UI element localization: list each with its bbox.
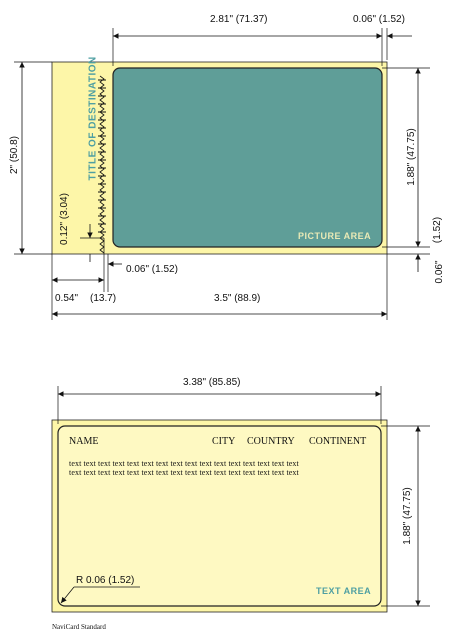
- text-line-1: text text text text text text text text text text text text text text text text: [69, 459, 299, 468]
- dim-stamp-width-in: 0.54": [55, 293, 79, 304]
- dim-top-margin: (1.52): [432, 216, 443, 244]
- title-of-destination: TITLE OF DESTINATION: [87, 56, 99, 181]
- dim-left-offset: 0.06" (1.52): [126, 264, 178, 275]
- navicard-standard-label: NaviCard Standard: [52, 623, 106, 631]
- dim-corner-small: 0.12" (3.04): [59, 193, 70, 245]
- dim-bottom-margin: 0.06": [434, 260, 445, 284]
- city-label: CITY: [212, 436, 236, 447]
- text-area-label: TEXT AREA: [316, 586, 372, 596]
- picture-area-label: PICTURE AREA: [298, 231, 372, 241]
- dim-card-height: 2" (50.8): [9, 136, 20, 175]
- dim-card-width: 3.5" (88.9): [214, 293, 261, 304]
- continent-label: CONTINENT: [309, 436, 367, 447]
- dim-picture-height: 1.88" (47.75): [406, 128, 417, 186]
- dim-stamp-width-mm: (13.7): [90, 293, 117, 304]
- dim-text-height: 1.88" (47.75): [402, 487, 413, 545]
- dim-picture-width: 2.81" (71.37): [210, 14, 268, 25]
- country-label: COUNTRY: [247, 436, 295, 447]
- dim-right-margin: 0.06" (1.52): [353, 14, 405, 25]
- radius-label: R 0.06 (1.52): [76, 575, 135, 586]
- text-line-2: text text text text text text text text text text text text text text text text: [69, 468, 299, 477]
- name-label: NAME: [69, 436, 99, 447]
- dim-text-width: 3.38" (85.85): [183, 377, 241, 388]
- picture-area: [113, 68, 382, 247]
